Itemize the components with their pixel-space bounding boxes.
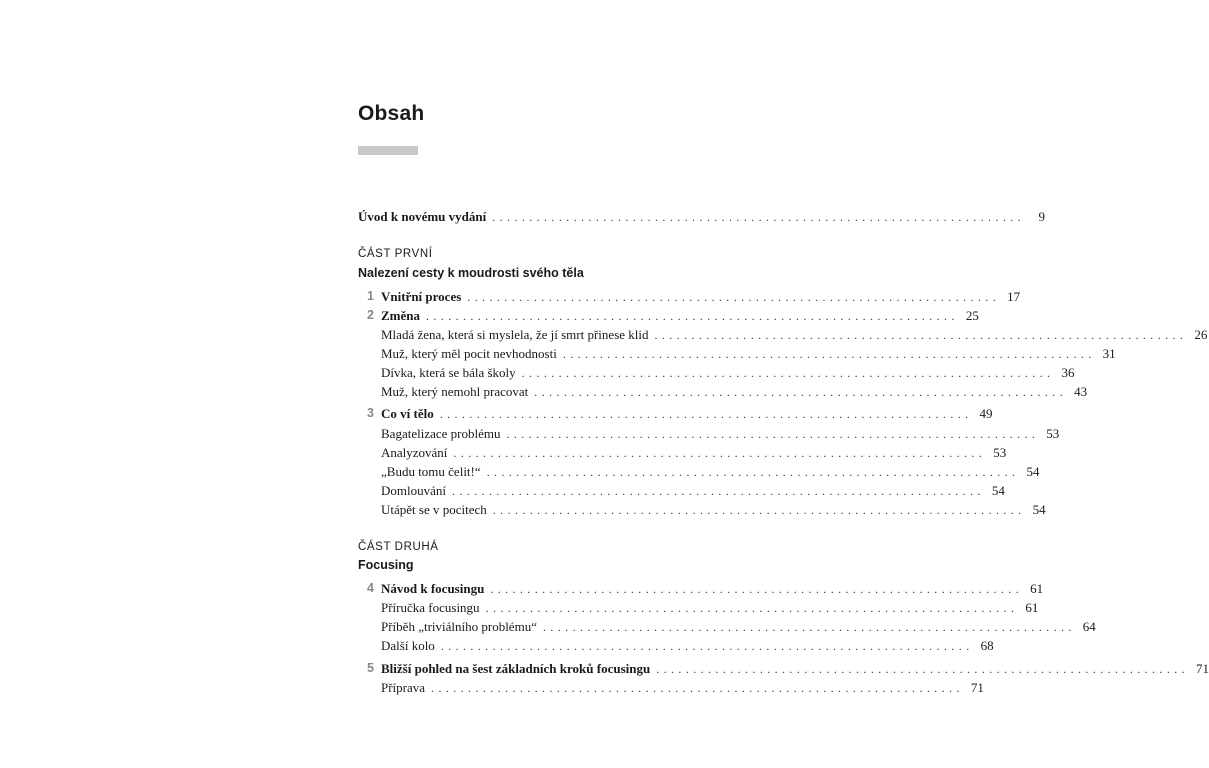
- toc-subentry[interactable]: [358, 464, 1040, 480]
- toc-entry-label: Mladá žena, která si myslela, že jí smrt přinese klid: [381, 327, 649, 342]
- toc-chapter-3[interactable]: [358, 406, 993, 422]
- chapter-number: 1: [367, 289, 374, 303]
- dot-leader: ........................................................................: [562, 347, 1096, 361]
- toc-entry-label: Analyzování: [381, 445, 448, 460]
- dot-leader: ........................................................................: [534, 385, 1068, 399]
- toc-subentry[interactable]: [358, 365, 1075, 381]
- toc-page-number: 68: [980, 638, 994, 653]
- dot-leader: ........................................................................: [452, 484, 985, 498]
- toc-subentry[interactable]: [358, 600, 1039, 616]
- toc-page-number: 43: [1074, 384, 1088, 399]
- toc-entry-label: Vnitřní proces: [381, 289, 462, 304]
- toc-chapter-4[interactable]: [358, 581, 1044, 597]
- part-label: ČÁST PRVNÍ: [358, 248, 433, 260]
- part-title: Focusing: [358, 558, 414, 572]
- chapter-number: 4: [367, 581, 374, 595]
- toc-subentry[interactable]: [358, 483, 1005, 499]
- toc-subentry[interactable]: [358, 619, 1096, 635]
- toc-page-number: 25: [965, 308, 979, 323]
- part-title: Nalezení cesty k moudrosti svého těla: [358, 266, 584, 280]
- toc-page-number: 64: [1082, 619, 1096, 634]
- toc-entry-label: Co ví tělo: [381, 406, 434, 421]
- toc-entry-label: Úvod k novému vydání: [358, 209, 487, 224]
- dot-leader: ........................................................................: [486, 465, 1020, 479]
- toc-entry-label: Návod k focusingu: [381, 581, 485, 596]
- toc-entry-label: Příprava: [381, 680, 426, 695]
- dot-leader: ........................................................................: [467, 290, 1001, 304]
- toc-page-number: 71: [1196, 661, 1209, 676]
- toc-page-number: 61: [1030, 581, 1044, 596]
- dot-leader: ........................................................................: [492, 210, 1026, 224]
- title-rule: [358, 146, 418, 155]
- dot-leader: ........................................................................: [542, 620, 1076, 634]
- toc-entry-label: Domlouvání: [381, 483, 446, 498]
- toc-subentry[interactable]: [358, 384, 1088, 400]
- toc-page-number: 53: [1046, 426, 1060, 441]
- dot-leader: ........................................................................: [490, 582, 1024, 596]
- dot-leader: ........................................................................: [431, 681, 964, 695]
- toc-chapter-1[interactable]: [358, 289, 1021, 305]
- toc-page: [358, 0, 1209, 768]
- toc-entry-label: Bagatelizace problému: [381, 426, 501, 441]
- dot-leader: ........................................................................: [654, 328, 1188, 342]
- chapter-number: 2: [367, 308, 374, 322]
- toc-page-number: 71: [970, 680, 984, 695]
- chapter-number: 3: [367, 406, 374, 420]
- toc-subentry[interactable]: [358, 502, 1046, 518]
- toc-entry-label: Muž, který měl pocit nevhodnosti: [381, 346, 557, 361]
- dot-leader: ........................................................................: [453, 446, 987, 460]
- toc-entry-label: Bližší pohled na šest základních kroků focusingu: [381, 661, 651, 676]
- dot-leader: ........................................................................: [492, 503, 1026, 517]
- toc-entry-label: Změna: [381, 308, 420, 323]
- dot-leader: ........................................................................: [439, 407, 973, 421]
- dot-leader: ........................................................................: [656, 662, 1190, 676]
- toc-page-number: 9: [1038, 209, 1046, 224]
- part-label: ČÁST DRUHÁ: [358, 541, 439, 553]
- toc-page-number: 54: [1032, 502, 1046, 517]
- toc-page-number: 36: [1061, 365, 1075, 380]
- dot-leader: ........................................................................: [521, 366, 1055, 380]
- toc-chapter-5[interactable]: [358, 661, 1209, 677]
- toc-page-number: 54: [991, 483, 1005, 498]
- toc-entry-label: Další kolo: [381, 638, 435, 653]
- toc-page-number: 31: [1102, 346, 1116, 361]
- toc-chapter-2[interactable]: [358, 308, 979, 324]
- toc-subentry[interactable]: [358, 445, 1007, 461]
- toc-entry-label: Muž, který nemohl pracovat: [381, 384, 529, 399]
- toc-entry-label: Příběh „triviálního problému“: [381, 619, 537, 634]
- dot-leader: ........................................................................: [440, 639, 974, 653]
- toc-page-number: 53: [993, 445, 1007, 460]
- toc-entry-intro[interactable]: [358, 209, 1046, 225]
- dot-leader: ........................................................................: [485, 601, 1019, 615]
- page-title: Obsah: [358, 102, 425, 125]
- toc-page-number: 54: [1026, 464, 1040, 479]
- toc-entry-label: „Budu tomu čelit!“: [381, 464, 481, 479]
- toc-page-number: 61: [1025, 600, 1039, 615]
- dot-leader: ........................................................................: [506, 427, 1040, 441]
- toc-entry-label: Příručka focusingu: [381, 600, 480, 615]
- toc-page-number: 26: [1194, 327, 1208, 342]
- toc-subentry[interactable]: [358, 327, 1208, 343]
- chapter-number: 5: [367, 661, 374, 675]
- toc-entry-label: Utápět se v pocitech: [381, 502, 487, 517]
- toc-subentry[interactable]: [358, 638, 994, 654]
- toc-subentry[interactable]: [358, 426, 1060, 442]
- dot-leader: ........................................................................: [426, 309, 959, 323]
- toc-subentry[interactable]: [358, 680, 984, 696]
- toc-entry-label: Dívka, která se bála školy: [381, 365, 516, 380]
- toc-subentry[interactable]: [358, 346, 1116, 362]
- toc-page-number: 17: [1007, 289, 1021, 304]
- toc-page-number: 49: [979, 406, 993, 421]
